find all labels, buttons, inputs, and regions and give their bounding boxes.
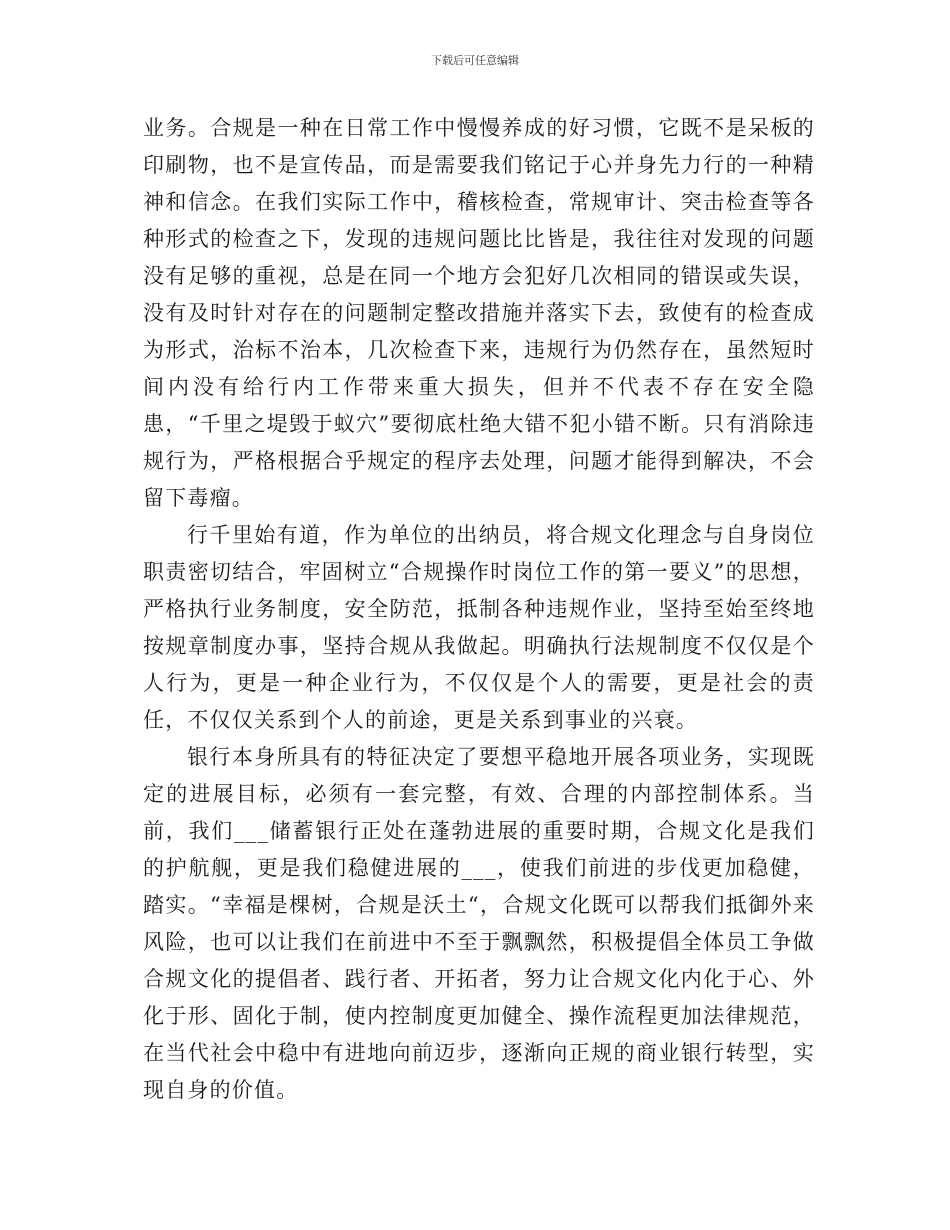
page-header-note: 下载后可任意编辑: [431, 54, 519, 67]
paragraph-3: 银行本身所具有的特征决定了要想平稳地开展各项业务，实现既定的进展目标，必须有一套完整，有效、合理的内部控制体系。当前，我们___储蓄银行正处在蓬勃进展的重要时期，合规文化是我们的护航舰，更是我们稳健进展的___，使我们前进的步伐更加稳健，踏实。“幸福是棵树，合规是沃土“，合规文化既可以帮我们抵御外来风险，也可以让我们在前进中不至于飘飘然，积极提倡全体员工争做合规文化的提倡者、践行者、开拓者，努力让合规文化内化于心、外化于形、固化于制，使内控制度更加健全、操作流程更加法律规范，在当代社会中稳中有进地向前迈步，逐渐向正规的商业银行转型，实现自身的价值。: [143, 745, 815, 1102]
paragraph-2: 行千里始有道，作为单位的出纳员，将合规文化理念与自身岗位职责密切结合，牢固树立“合规操作时岗位工作的第一要义”的思想，严格执行业务制度，安全防范，抵制各种违规作业，坚持至始至终地按规章制度办事，坚持合规从我做起。明确执行法规制度不仅仅是个人行为，更是一种企业行为，不仅仅是个人的需要，更是社会的责任，不仅仅关系到个人的前途，更是关系到事业的兴衰。: [143, 523, 815, 732]
paragraph-1: 业务。合规是一种在日常工作中慢慢养成的好习惯，它既不是呆板的印刷物，也不是宣传品，而是需要我们铭记于心并身先力行的一种精神和信念。在我们实际工作中，稽核检查，常规审计、突击检查等各种形式的检查之下，发现的违规问题比比皆是，我往往对发现的问题没有足够的重视，总是在同一个地方会犯好几次相同的错误或失误，没有及时针对存在的问题制定整改措施并落实下去，致使有的检查成为形式，治标不治本，几次检查下来，违规行为仍然存在，虽然短时间内没有给行内工作带来重大损失，但并不代表不存在安全隐患，“千里之堤毁于蚁穴”要彻底杜绝大错不犯小错不断。只有消除违规行为，严格根据合乎规定的程序去处理，问题才能得到解决，不会留下毒瘤。: [143, 116, 815, 510]
document-body: [143, 110, 815, 1109]
